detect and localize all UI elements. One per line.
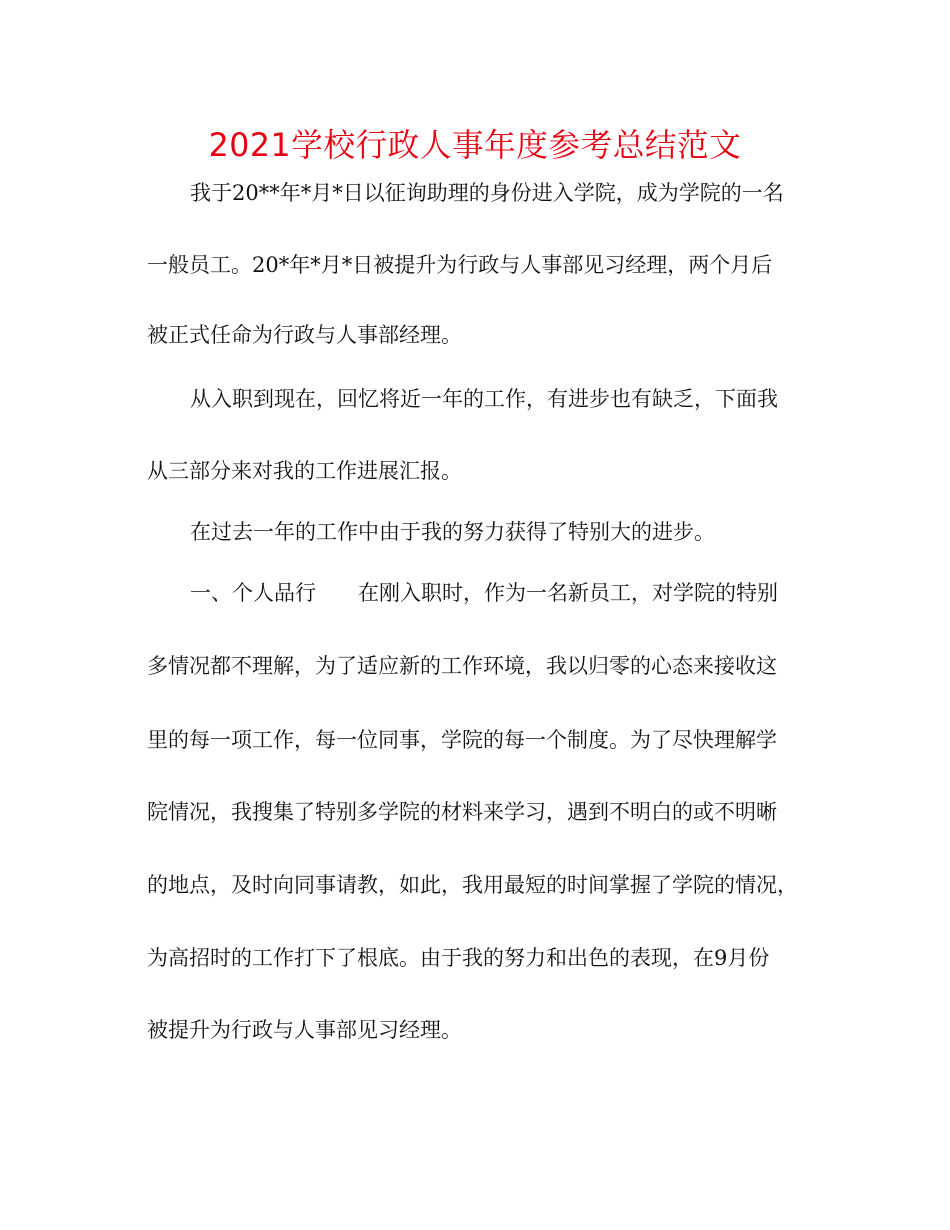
paragraph-line: 一、个人品行 在刚入职时，作为一名新员工，对学院的特别 [190,581,778,605]
paragraph-line: 为高招时的工作打下了根底。由于我的努力和出色的表现，在9月份 [147,946,770,970]
paragraph-line: 院情况，我搜集了特别多学院的材料来学习，遇到不明白的或不明晰 [147,800,777,824]
paragraph-line: 里的每一项工作，每一位同事，学院的每一个制度。为了尽快理解学 [147,728,777,752]
paragraph-line: 一般员工。20*年*月*日被提升为行政与人事部见习经理，两个月后 [147,253,773,277]
paragraph-line: 被提升为行政与人事部见习经理。 [147,1018,462,1042]
paragraph-line: 我于20**年*月*日以征询助理的身份进入学院，成为学院的一名 [190,181,784,205]
paragraph-line: 在过去一年的工作中由于我的努力获得了特别大的进步。 [190,520,715,544]
paragraph-line: 多情况都不理解，为了适应新的工作环境，我以归零的心态来接收这 [147,654,777,678]
paragraph-line: 被正式任命为行政与人事部经理。 [147,323,462,347]
paragraph-line: 从入职到现在，回忆将近一年的工作，有进步也有缺乏，下面我 [190,387,778,411]
paragraph-line: 从三部分来对我的工作进展汇报。 [147,459,462,483]
document-title: 2021学校行政人事年度参考总结范文 [208,128,742,164]
paragraph-line: 的地点，及时向同事请教，如此，我用最短的时间掌握了学院的情况， [147,873,798,897]
